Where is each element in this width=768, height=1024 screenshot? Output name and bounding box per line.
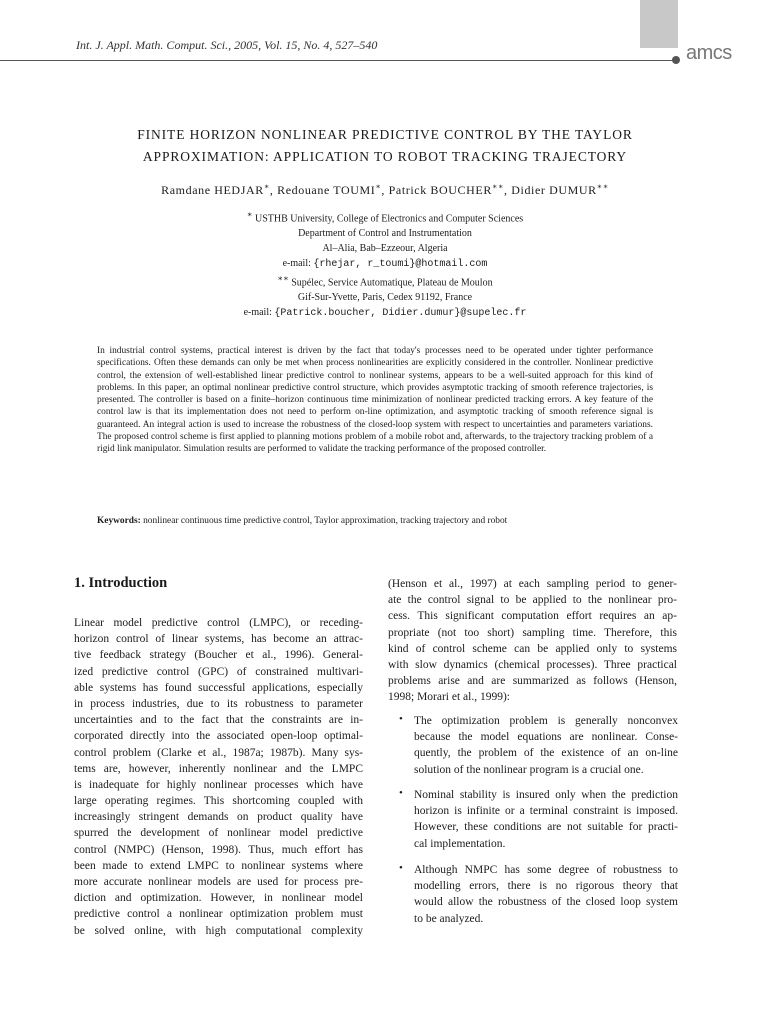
text-line: because the model equations are nonlinear. Conse-	[414, 731, 678, 744]
bullet-icon: •	[399, 713, 403, 725]
email-address[interactable]: {rhejar, r_toumi}@hotmail.com	[313, 259, 488, 271]
author-list: Ramdane HEDJAR∗, Redouane TOUMI∗, Patrick BOUCHER∗∗, Didier DUMUR∗∗	[161, 182, 609, 197]
text-line: horizon is infinite or a terminal constraint is imposed.	[414, 805, 678, 818]
author-name: Didier DUMUR	[511, 183, 597, 197]
affiliation-line: Gif-Sur-Yvette, Paris, Cedex 91192, France	[297, 292, 473, 304]
affiliation-line: Al–Alia, Bab–Ezzeour, Algeria	[322, 243, 448, 255]
affiliation-2	[90, 271, 680, 321]
author-mark: ∗	[263, 182, 270, 191]
text-line: Although NMPC has some degree of robustness to	[414, 864, 678, 876]
text-line: solution of the nonlinear program is a crucial one.	[414, 763, 644, 776]
text-line: to be analyzed.	[414, 912, 484, 925]
keywords-text: nonlinear continuous time predictive control, Taylor approximation, tracking trajectory and robot	[143, 516, 508, 526]
email-address[interactable]: {Patrick.boucher, Didier.dumur}@supelec.fr	[274, 308, 527, 320]
text-line: tems are, however, inherently nonlinear and the LMPC	[74, 762, 363, 775]
text-line: cess. This significant computation effort requires an ap-	[388, 610, 677, 623]
text-line: (Henson et al., 1997) at each sampling period to gener-	[388, 578, 677, 590]
affiliation-mark: ∗	[246, 210, 253, 219]
text-line: Nominal stability is insured only when the prediction	[414, 789, 678, 801]
text-line: tive feedback strategy (Boucher et al., 1996). General-	[74, 649, 363, 662]
author-mark: ∗∗	[596, 182, 609, 191]
text-line: spurred the development of nonlinear model predictive	[74, 827, 363, 840]
bullet-icon: •	[399, 862, 403, 874]
text-line: would allow the robustness of the closed loop system	[414, 896, 678, 909]
text-line: Linear model predictive control (LMPC), or receding-	[74, 617, 363, 629]
text-line: corporated directly into the associated open-loop optimal-	[74, 730, 363, 743]
section-heading: 1. Introduction	[74, 575, 168, 591]
text-line: been made to extend LMPC to nonlinear systems where	[74, 859, 363, 872]
text-line: However, these conditions are not suitable for practi-	[414, 821, 678, 834]
affiliation-line: Supélec, Service Automatique, Plateau de Moulon	[291, 277, 493, 289]
text-line: able systems has found successful applications, especially	[74, 681, 363, 694]
text-line: is inadequate for highly nonlinear processes which have	[74, 778, 363, 791]
text-line: diction and optimization. However, in nonlinear model	[74, 892, 363, 905]
text-line: problems arise and are summarized as follows (Henson,	[388, 675, 677, 688]
text-line: be solved online, with high computational complexity	[74, 924, 363, 937]
author-mark: ∗	[375, 182, 382, 191]
text-line: more accurate nonlinear models are used for process pre-	[74, 876, 363, 888]
affiliation-1	[90, 207, 680, 272]
journal-citation: Int. J. Appl. Math. Comput. Sci., 2005, Vol. 15, No. 4, 527–540	[76, 38, 378, 52]
header-rule-dot	[672, 56, 680, 64]
left-column	[74, 615, 363, 939]
author-name: Ramdane HEDJAR	[161, 183, 264, 197]
text-line: 1998; Morari et al., 1999):	[388, 691, 511, 704]
text-line: predictive control a nonlinear optimization problem must	[74, 908, 363, 921]
text-line: large operating regimes. This shortcoming coupled with	[74, 795, 363, 808]
text-line: propriate (not too short) sampling time. Therefore, this	[388, 626, 677, 639]
author-mark: ∗∗	[491, 182, 505, 191]
author-name: Redouane TOUMI	[277, 183, 376, 197]
header-tab-decoration	[640, 0, 678, 48]
text-line: ized predictive control (GPC) of constrained multivari-	[74, 665, 363, 678]
author-name: Patrick BOUCHER	[388, 183, 492, 197]
abstract: In industrial control systems, practical interest is driven by the fact that today's processes need to be operated under tighter performance specifications. Often these demands can only be met when process nonlinearities are explicitly considered in the controller. Nonlinear predictive control, the extension of well-established linear predictive control to nonlinear systems, appears to be a well-suited approach for this kind of problems. In this paper, an optimal nonlinear predictive control structure, which provides asymptotic tracking of smooth reference trajectories, is presented. The controller is based on a finite–horizon continuous time minimization of nonlinear predicted tracking errors. A key feature of the control law is that its implementation does not need to perform on-line optimization, and asymptotic tracking of smooth reference signal is guaranteed. An integral action is used to increase the robustness of the closed-loop system with respect to uncertainties and parameters variations. The proposed control scheme is first applied to planning motions problem of a mobile robot and, afterwards, to the trajectory tracking problem of a rigid link manipulator. Simulation results are performed to validate the tracking performance of the proposed controller.	[97, 346, 653, 455]
text-line: in process industries, due to its robustness to parameter	[74, 697, 363, 710]
text-line: with slow dynamics (chemical processes). Three practical	[388, 658, 677, 671]
text-line: ate the control signal to be applied to the nonlinear pro-	[388, 594, 677, 607]
affiliation-mark: ∗∗	[277, 274, 289, 283]
text-line: uncertainties and to the fact that the constraints are in-	[74, 714, 363, 727]
keywords-label: Keywords:	[97, 516, 141, 526]
text-line: modelling errors, there is no rigorous theory that	[414, 880, 678, 893]
journal-logo: amcs	[686, 42, 732, 64]
text-line: cal implementation.	[414, 837, 506, 850]
affiliation-line: Department of Control and Instrumentation	[298, 228, 472, 240]
title-line: FINITE HORIZON NONLINEAR PREDICTIVE CONTROL BY THE TAYLOR	[137, 127, 633, 142]
title-line: APPROXIMATION: APPLICATION TO ROBOT TRACKING TRAJECTORY	[142, 149, 628, 164]
text-line: kind of control scheme can be applied only to systems	[388, 642, 677, 655]
text-line: control (NMPC) (Henson, 1998). Thus, much effort has	[74, 843, 363, 856]
bullet-icon: •	[399, 787, 403, 799]
email-label: e-mail:	[243, 307, 272, 319]
text-line: The optimization problem is generally nonconvex	[414, 715, 678, 727]
email-label: e-mail:	[282, 258, 311, 270]
text-line: increasingly stringent demands on product quality have	[74, 811, 363, 824]
keywords	[97, 516, 657, 526]
paper-title	[90, 124, 680, 168]
affiliation-line: USTHB University, College of Electronics and Computer Sciences	[254, 213, 524, 225]
header-rule	[0, 60, 676, 61]
text-line: quently, the problem of the existence of an on-line	[414, 747, 678, 760]
text-line: control problem (Clarke et al., 1987a; 1987b). Many sys-	[74, 746, 363, 759]
right-column	[388, 576, 677, 706]
text-line: horizon control of linear systems, has become an attrac-	[74, 633, 363, 646]
